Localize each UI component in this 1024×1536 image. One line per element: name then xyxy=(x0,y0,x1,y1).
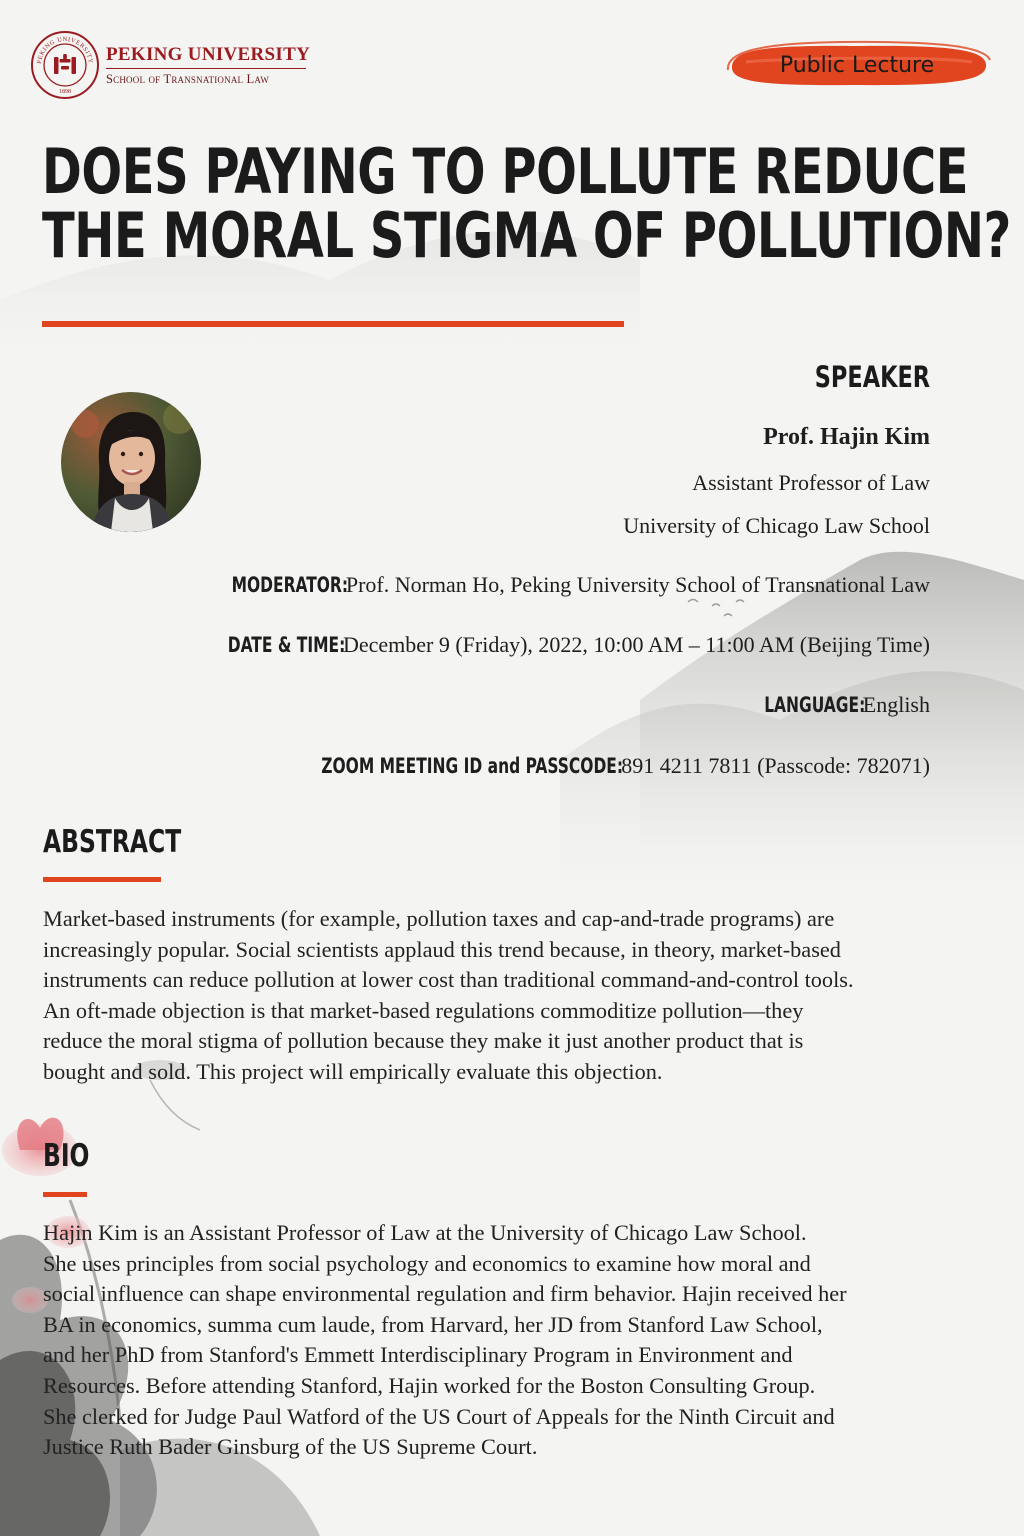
bio-line: and her PhD from Stanford's Emmett Interdisciplinary Program in Environment and xyxy=(43,1342,793,1368)
language-label: LANGUAGE: xyxy=(763,693,865,717)
university-logo xyxy=(30,30,310,100)
university-name: PEKING UNIVERSITY xyxy=(106,43,311,65)
moderator-row xyxy=(206,572,930,598)
abstract-line: increasingly popular. Social scientists applaud this trend because, in theory, market-based xyxy=(43,936,841,962)
seal-top-text: PEKING UNIVERSITY xyxy=(35,35,95,65)
zoom-value: 891 4211 7811 (Passcode: 782071) xyxy=(621,753,930,778)
moderator-label: MODERATOR: xyxy=(231,573,348,597)
language-row xyxy=(742,692,931,718)
title-line-2: THE MORAL STIGMA OF POLLUTION? xyxy=(42,199,1011,272)
bio-line: BA in economics, summa cum laude, from Harvard, her JD from Stanford Law School, xyxy=(43,1311,823,1337)
title-underline xyxy=(42,321,624,327)
abstract-line: instruments can reduce pollution at lower cost than traditional command-and-control tools. xyxy=(43,967,854,993)
bio-underline xyxy=(43,1192,87,1197)
datetime-row xyxy=(202,632,930,658)
datetime-value: December 9 (Friday), 2022, 10:00 AM – 11:00 AM (Beijing Time) xyxy=(342,632,930,657)
abstract-underline xyxy=(43,877,161,882)
seal-year: 1898 xyxy=(59,89,71,95)
speaker-photo xyxy=(61,392,201,532)
abstract-line: An oft-made objection is that market-based regulations commoditize pollution—they xyxy=(43,997,804,1023)
datetime-label: DATE & TIME: xyxy=(227,633,345,657)
bio-line: social influence can shape environmental regulation and firm behavior. Hajin received her xyxy=(43,1281,847,1307)
logo-divider xyxy=(106,68,306,70)
bio-line: She clerked for Judge Paul Watford of the US Court of Appeals for the Ninth Circuit and xyxy=(43,1403,835,1429)
bio-heading: BIO xyxy=(43,1138,90,1174)
bio-text xyxy=(43,1218,993,1463)
peking-university-seal-icon xyxy=(30,30,100,100)
bio-line: Hajin Kim is an Assistant Professor of Law at the University of Chicago Law School. xyxy=(43,1220,807,1245)
school-name: School of Transnational Law xyxy=(106,72,270,86)
bio-line: She uses principles from social psychology and economics to examine how moral and xyxy=(43,1250,811,1276)
abstract-line: bought and sold. This project will empirically evaluate this objection. xyxy=(43,1058,663,1084)
page-title xyxy=(42,135,1011,272)
zoom-row xyxy=(255,753,930,779)
abstract-text xyxy=(43,904,993,1088)
title-line-1: DOES PAYING TO POLLUTE REDUCE xyxy=(42,135,969,208)
abstract-line: reduce the moral stigma of pollution because they make it just another product that is xyxy=(43,1028,804,1054)
moderator-value: Prof. Norman Ho, Peking University School of Transnational Law xyxy=(345,572,930,597)
zoom-label: ZOOM MEETING ID and PASSCODE: xyxy=(321,754,624,778)
bio-line: Resources. Before attending Stanford, Hajin worked for the Boston Consulting Group. xyxy=(43,1372,816,1398)
speaker-name: Prof. Hajin Kim xyxy=(763,424,930,450)
abstract-heading: ABSTRACT xyxy=(43,824,182,860)
public-lecture-badge: Public Lecture xyxy=(779,52,935,78)
speaker-position: Assistant Professor of Law xyxy=(692,470,930,495)
language-value: English xyxy=(862,692,930,717)
speaker-affiliation: University of Chicago Law School xyxy=(623,513,930,538)
speaker-heading: SPEAKER xyxy=(814,360,930,394)
abstract-line: Market-based instruments (for example, pollution taxes and cap-and-trade programs) are xyxy=(43,906,835,931)
bio-line: Justice Ruth Bader Ginsburg of the US Supreme Court. xyxy=(43,1434,538,1460)
